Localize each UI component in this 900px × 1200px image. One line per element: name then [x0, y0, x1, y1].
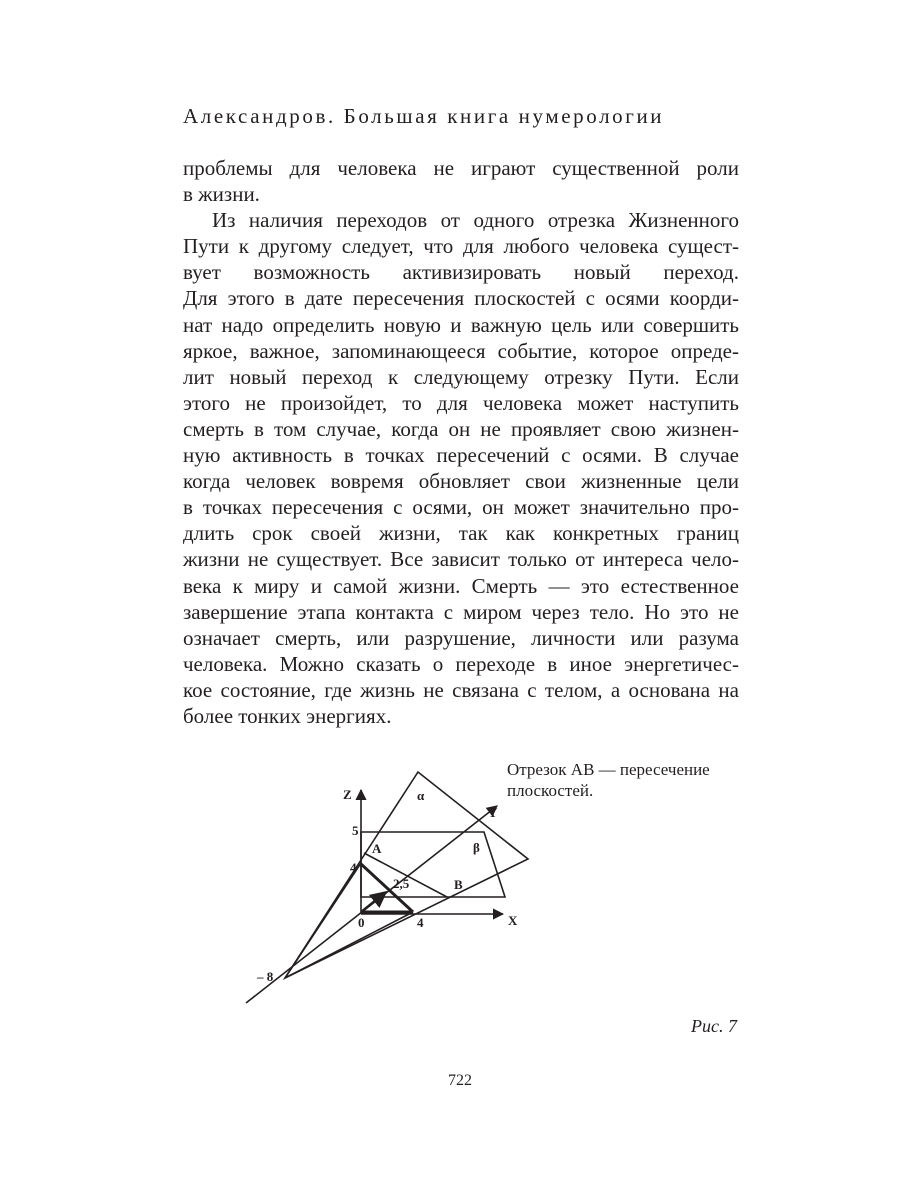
text-line: проблемы для человека не играют существенной роли [183, 156, 739, 180]
z-tick-5: 5 [352, 823, 359, 838]
z-axis-label: Z [343, 787, 352, 802]
y-tick-2-5: 2,5 [393, 876, 410, 891]
y-axis-label: Y [488, 805, 498, 820]
point-b-label: B [454, 877, 463, 892]
text-line: в точках пересечения с осями, он может значительно про- [183, 495, 739, 520]
plane-beta [361, 832, 505, 897]
text-line: когда человек вовремя обновляет свои жизненные цели [183, 469, 739, 494]
x-axis-label: X [508, 913, 518, 928]
figure-caption [507, 759, 747, 801]
text-line: более тонких энергиях. [183, 703, 392, 728]
text-line: жизни не существует. Все зависит только от интереса чело- [183, 547, 739, 572]
text-line: в жизни. [183, 182, 260, 207]
text-line: века к миру и самой жизни. Смерть — это естественное [183, 573, 739, 598]
text-line: яркое, важное, запоминающееся событие, которое опреде- [183, 338, 739, 363]
figure-label: Рис. 7 [691, 1016, 737, 1036]
running-title: Александров. Большая книга нумерологии [183, 104, 665, 128]
text-line: кое состояние, где жизнь не связана с телом, а основана на [183, 677, 739, 702]
text-line: ную активность в точках пересечений с осями. В случае [183, 443, 739, 468]
page-number: 722 [448, 1072, 472, 1089]
text-line: завершение этапа контакта с миром через тело. Но это не [183, 599, 739, 624]
text-line: Из наличия переходов от одного отрезка Жизненного [212, 208, 739, 233]
y-tick-neg8: – 8 [257, 969, 274, 984]
text-line: нат надо определить новую и важную цель или совершить [183, 312, 739, 337]
point-a-label: A [372, 841, 382, 856]
z-tick-4: 4 [350, 860, 357, 875]
text-line: смерть в том случае, когда он не проявляет свою жизнен- [183, 416, 739, 441]
text-line: вует возможность активизировать новый переход. [183, 260, 739, 285]
text-line: означает смерть, или разрушение, личности или разума [183, 625, 739, 650]
text-line: длить срок своей жизни, так как конкретных границ [183, 521, 739, 546]
caption-line: Отрезок АВ — пересечение [507, 760, 710, 779]
bold-arrow-y [361, 892, 386, 912]
text-line: человека. Можно сказать о переходе в иное энергетичес- [183, 651, 739, 676]
text-line: Для этого в дате пересечения плоскостей с осями коорди- [183, 286, 739, 311]
text-line: лит новый переход к следующему отрезку Пути. Если [183, 364, 739, 389]
text-line: этого не произойдет, то для человека может наступить [183, 390, 739, 415]
origin-label: 0 [358, 915, 365, 930]
caption-line: плоскостей. [507, 781, 594, 800]
x-tick-4: 4 [417, 915, 424, 930]
text-line: Пути к другому следует, что для любого человека сущест- [183, 234, 739, 259]
plane-beta-label: β [473, 840, 480, 855]
line-neg8-to-z4 [285, 863, 361, 978]
plane-alpha-label: α [417, 788, 425, 803]
